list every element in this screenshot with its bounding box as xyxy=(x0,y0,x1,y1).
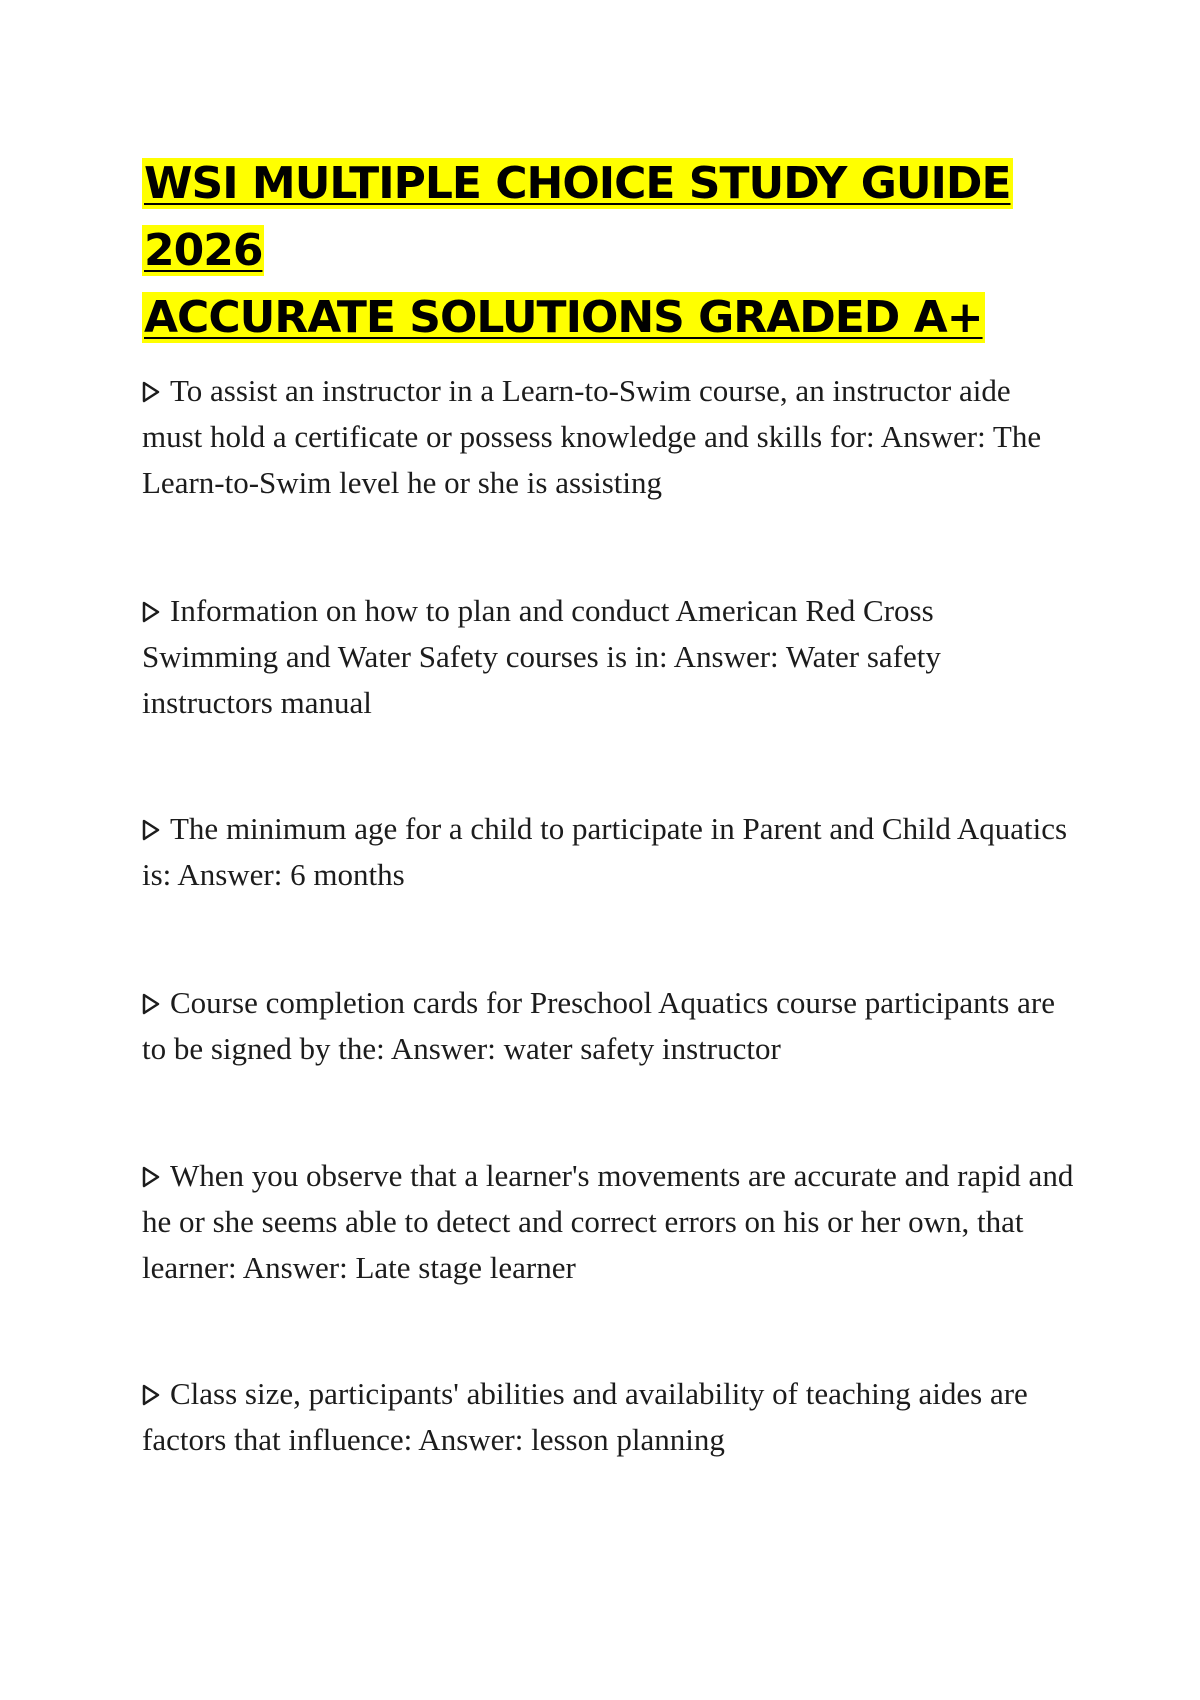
question-text: Course completion cards for Preschool Aquatics course participants are to be signed by the: Answer: water safety instructor xyxy=(142,985,1055,1066)
question-text: Information on how to plan and conduct American Red Cross Swimming and Water Safety courses is in: Answer: Water safety instructors manual xyxy=(142,593,941,720)
question-item-6 xyxy=(142,1371,1077,1463)
question-item-5 xyxy=(142,1153,1077,1291)
question-text: The minimum age for a child to participate in Parent and Child Aquatics is: Answer: 6 months xyxy=(142,811,1068,892)
title-line-1: WSI MULTIPLE CHOICE STUDY GUIDE 2026 xyxy=(144,158,1011,276)
triangle-bullet-icon xyxy=(142,819,160,841)
page-title xyxy=(142,150,1082,351)
question-text: When you observe that a learner's movements are accurate and rapid and he or she seems able to detect and correct errors on his or her own, that learner: Answer: Late stage learner xyxy=(142,1158,1074,1285)
question-text: Class size, participants' abilities and availability of teaching aides are factors that influence: Answer: lesson planning xyxy=(142,1376,1028,1457)
question-item-4 xyxy=(142,980,1077,1072)
question-item-3 xyxy=(142,806,1077,898)
triangle-bullet-icon xyxy=(142,1384,160,1406)
triangle-bullet-icon xyxy=(142,381,160,403)
triangle-bullet-icon xyxy=(142,993,160,1015)
triangle-bullet-icon xyxy=(142,1166,160,1188)
question-item-2 xyxy=(142,588,1077,726)
question-item-1 xyxy=(142,368,1077,506)
question-text: To assist an instructor in a Learn-to-Swim course, an instructor aide must hold a certificate or possess knowledge and skills for: Answer: The Learn-to-Swim level he or she is assisting xyxy=(142,373,1042,500)
triangle-bullet-icon xyxy=(142,601,160,623)
title-line-2: ACCURATE SOLUTIONS GRADED A+ xyxy=(144,292,983,343)
